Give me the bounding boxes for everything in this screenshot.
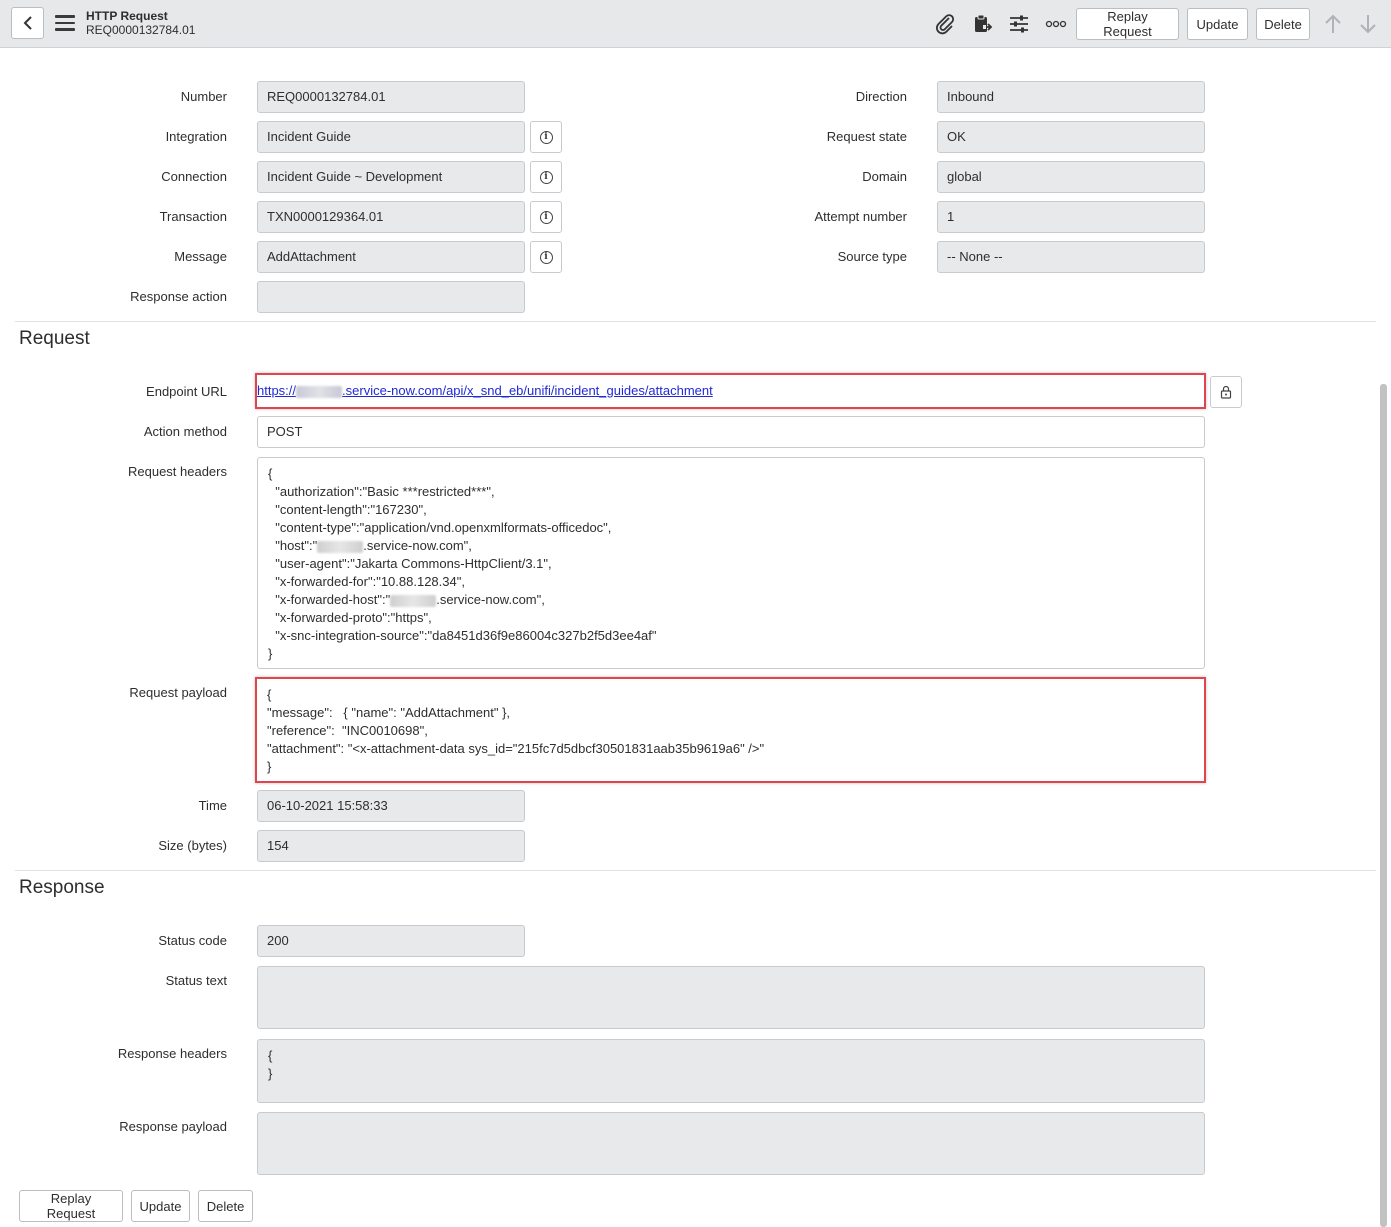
endpoint-url-label: Endpoint URL [146,384,227,399]
headers-line-fwd-host: "x-forwarded-host":" .service-now.com", [268,592,545,607]
endpoint-highlight-box [255,373,1206,409]
status-text-textarea[interactable] [257,966,1205,1029]
connection-info-button[interactable] [530,161,562,193]
response-section-title: Response [19,877,105,898]
request-headers-textarea[interactable] [257,457,1205,669]
payload-line: "reference": "INC0010698", [267,723,428,738]
headers-line-host: "host":" .service-now.com", [268,538,472,553]
direction-label: Direction [855,89,907,104]
status-text-label: Status text [165,973,227,988]
payload-line: { [267,687,272,702]
domain-label: Domain [862,169,907,184]
sliders-icon[interactable] [1007,12,1031,36]
payload-line: } [267,759,272,774]
info-icon: i [540,171,553,184]
source-type-field[interactable]: -- None -- [937,241,1205,273]
status-code-label: Status code [158,933,227,948]
headers-line: { [268,466,273,481]
status-code-field[interactable]: 200 [257,925,525,957]
unlock-endpoint-button[interactable] [1210,376,1242,408]
number-label: Number [180,89,227,104]
time-field[interactable]: 06-10-2021 15:58:33 [257,790,525,822]
request-headers-label: Request headers [127,464,227,479]
message-label: Message [174,249,227,264]
replay-request-button[interactable]: Replay Request [1076,8,1179,40]
request-state-label: Request state [826,129,907,144]
headers-line: "content-length":"167230", [268,502,427,517]
number-field[interactable]: REQ0000132784.01 [257,81,525,113]
back-button[interactable] [11,7,44,39]
endpoint-url-suffix: .service-now.com/api/x_snd_eb/unifi/incident_guides/attachment [342,383,713,398]
divider [15,870,1376,871]
attempt-number-field[interactable]: 1 [937,201,1205,233]
redacted-fwd-host [390,595,436,607]
headers-line: "x-forwarded-for":"10.88.128.34", [268,574,465,589]
footer-replay-request-button[interactable]: Replay Request [19,1190,123,1222]
response-payload-textarea[interactable] [257,1112,1205,1175]
headers-line: "x-forwarded-proto":"https", [268,610,432,625]
transaction-field[interactable]: TXN0000129364.01 [257,201,525,233]
message-info-button[interactable] [530,241,562,273]
form-title: HTTP Request [86,9,168,23]
domain-field[interactable]: global [937,161,1205,193]
headers-line: "x-snc-integration-source":"da8451d36f9e86004c327b2f5d3ee4af" [268,628,657,643]
chevron-left-icon [22,15,34,31]
response-action-label: Response action [130,289,227,304]
info-icon: i [540,131,553,144]
form-record-number: REQ0000132784.01 [86,23,196,37]
clipboard-icon[interactable] [970,12,994,36]
size-bytes-field[interactable]: 154 [257,830,525,862]
message-field[interactable]: AddAttachment [257,241,525,273]
attempt-number-label: Attempt number [814,209,907,224]
action-method-label: Action method [143,424,227,439]
info-icon: i [540,251,553,264]
integration-label: Integration [165,129,227,144]
source-type-label: Source type [837,249,907,264]
info-icon: i [540,211,553,224]
more-icon[interactable] [1044,12,1068,36]
hamburger-menu-icon[interactable] [55,15,75,31]
update-button[interactable]: Update [1187,8,1248,40]
endpoint-url-prefix: https:// [257,383,297,398]
footer-delete-button[interactable]: Delete [198,1190,253,1222]
lock-icon [1219,385,1233,399]
transaction-info-button[interactable] [530,201,562,233]
redacted-host [317,541,363,553]
response-headers-label: Response headers [117,1046,227,1061]
delete-button[interactable]: Delete [1256,8,1310,40]
action-method-field[interactable]: POST [257,416,1205,448]
headers-line: "authorization":"Basic ***restricted***", [268,484,495,499]
time-label: Time [198,798,227,813]
arrow-down-icon[interactable] [1356,12,1380,36]
response-headers-textarea[interactable]: { } [257,1039,1205,1103]
divider [15,321,1376,322]
integration-field[interactable]: Incident Guide [257,121,525,153]
request-section-title: Request [19,328,90,349]
size-bytes-label: Size (bytes) [158,838,227,853]
transaction-label: Transaction [159,209,227,224]
connection-label: Connection [161,169,227,184]
headers-line: } [268,646,273,661]
payload-line: "message": { "name": "AddAttachment" }, [267,705,511,720]
headers-line: "user-agent":"Jakarta Commons-HttpClient/3.1", [268,556,552,571]
footer-update-button[interactable]: Update [131,1190,190,1222]
request-state-field[interactable]: OK [937,121,1205,153]
payload-line: "attachment": "<x-attachment-data sys_id="215fc7d5dbcf30501831aab35b9619a6" />" [267,741,765,756]
request-payload-label: Request payload [129,685,227,700]
paperclip-icon[interactable] [933,12,957,36]
headers-line: "content-type":"application/vnd.openxmlformats-officedoc", [268,520,612,535]
response-action-field[interactable] [257,281,525,313]
connection-field[interactable]: Incident Guide ~ Development [257,161,525,193]
direction-field[interactable]: Inbound [937,81,1205,113]
arrow-up-icon[interactable] [1321,12,1345,36]
form-header [0,0,1391,48]
integration-info-button[interactable] [530,121,562,153]
page-scrollbar[interactable] [1380,384,1387,1227]
payload-highlight-box [255,677,1206,783]
response-payload-label: Response payload [119,1119,227,1134]
